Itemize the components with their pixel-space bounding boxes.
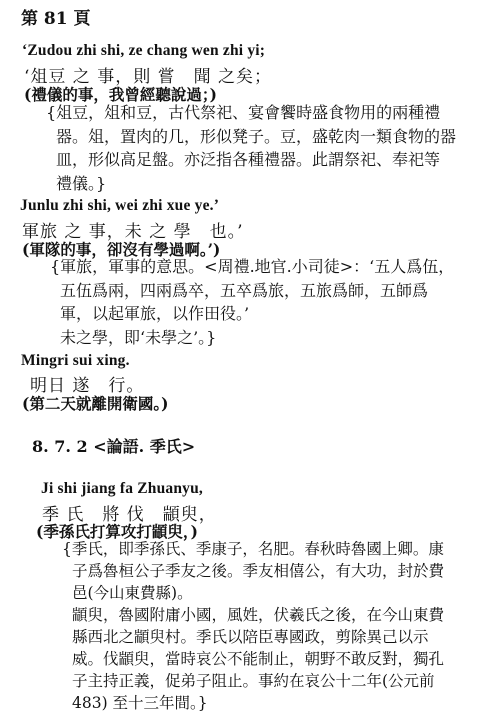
- translation-line: (季孫氏打算攻打顓臾，): [36, 522, 198, 541]
- translation-line: (軍隊的事，卻沒有學過啊。’): [22, 240, 221, 259]
- annotation-line: 483) 至十三年間。}: [72, 694, 208, 712]
- annotation-line: {軍旅，軍事的意思。<周禮.地官.小司徒>：‘五人爲伍，: [50, 257, 455, 276]
- page-number: 第 81 頁: [21, 9, 91, 29]
- annotation-line: 縣西北之顓臾村。季氏以陪臣專國政，剪除異己以示: [72, 628, 429, 646]
- translation-line: (第二天就離開衛國。): [22, 394, 169, 413]
- annotation-line: 皿，形似高足盤。亦泛指各種禮器。此謂祭祀、奉祀等: [56, 150, 441, 169]
- annotation-line: {季氏，即季孫氏、季康子，名肥。春秋時魯國上卿。康: [62, 540, 444, 558]
- annotation-line: 器。俎，置肉的几，形似凳子。豆，盛乾肉一類食物的器: [56, 126, 457, 146]
- annotation: [62, 538, 444, 714]
- annotation-line: 顓臾，魯國附庸小國，風姓，伏羲氏之後，在今山東費: [72, 606, 445, 624]
- annotation-line: 禮儀。}: [56, 173, 107, 193]
- annotation: [50, 255, 454, 349]
- pinyin-line: ‘Zudou zhi shi, ze chang wen zhi yi;: [22, 42, 266, 59]
- pinyin-line: Mingri sui xing.: [21, 352, 130, 369]
- annotation-line: 未之學，即‘未學之’。}: [60, 327, 217, 347]
- chinese-line: 明日 遂 行。: [30, 376, 145, 396]
- annotation-line: {俎豆，俎和豆，古代祭祀、宴會饗時盛食物用的兩種禮: [46, 103, 441, 122]
- pinyin-line: Junlu zhi shi, wei zhi xue ye.’: [20, 197, 220, 214]
- annotation-line: 邑(今山東費縣)。: [72, 584, 193, 602]
- chinese-line: 軍旅 之 事，未 之 學 也。’: [22, 222, 244, 242]
- annotation: [46, 101, 456, 195]
- annotation-line: 威。伐顓臾，當時哀公不能制止，朝野不敢反對，獨孔: [72, 650, 445, 668]
- chinese-line: 季 氏 將 伐 顓臾，: [42, 505, 217, 525]
- section-title: 8. 7. 2 <論語. 季氏>: [32, 437, 196, 456]
- translation-line: (禮儀的事，我曾經聽說過；): [24, 85, 217, 104]
- pinyin-line: Ji shi jiang fa Zhuanyu,: [41, 480, 204, 497]
- annotation-line: 子爲魯桓公子季友之後。季友相僖公，有大功，封於費: [72, 562, 445, 580]
- annotation-line: 五伍爲兩，四兩爲卒，五卒爲旅，五旅爲師，五師爲: [60, 280, 429, 300]
- annotation-line: 軍，以起軍旅，以作田役。’: [60, 304, 250, 323]
- annotation-line: 子主持正義，促弟子阻止。事約在哀公十二年(公元前: [72, 672, 435, 690]
- chinese-line: ‘俎豆 之 事，則 嘗 聞 之矣；: [24, 67, 273, 87]
